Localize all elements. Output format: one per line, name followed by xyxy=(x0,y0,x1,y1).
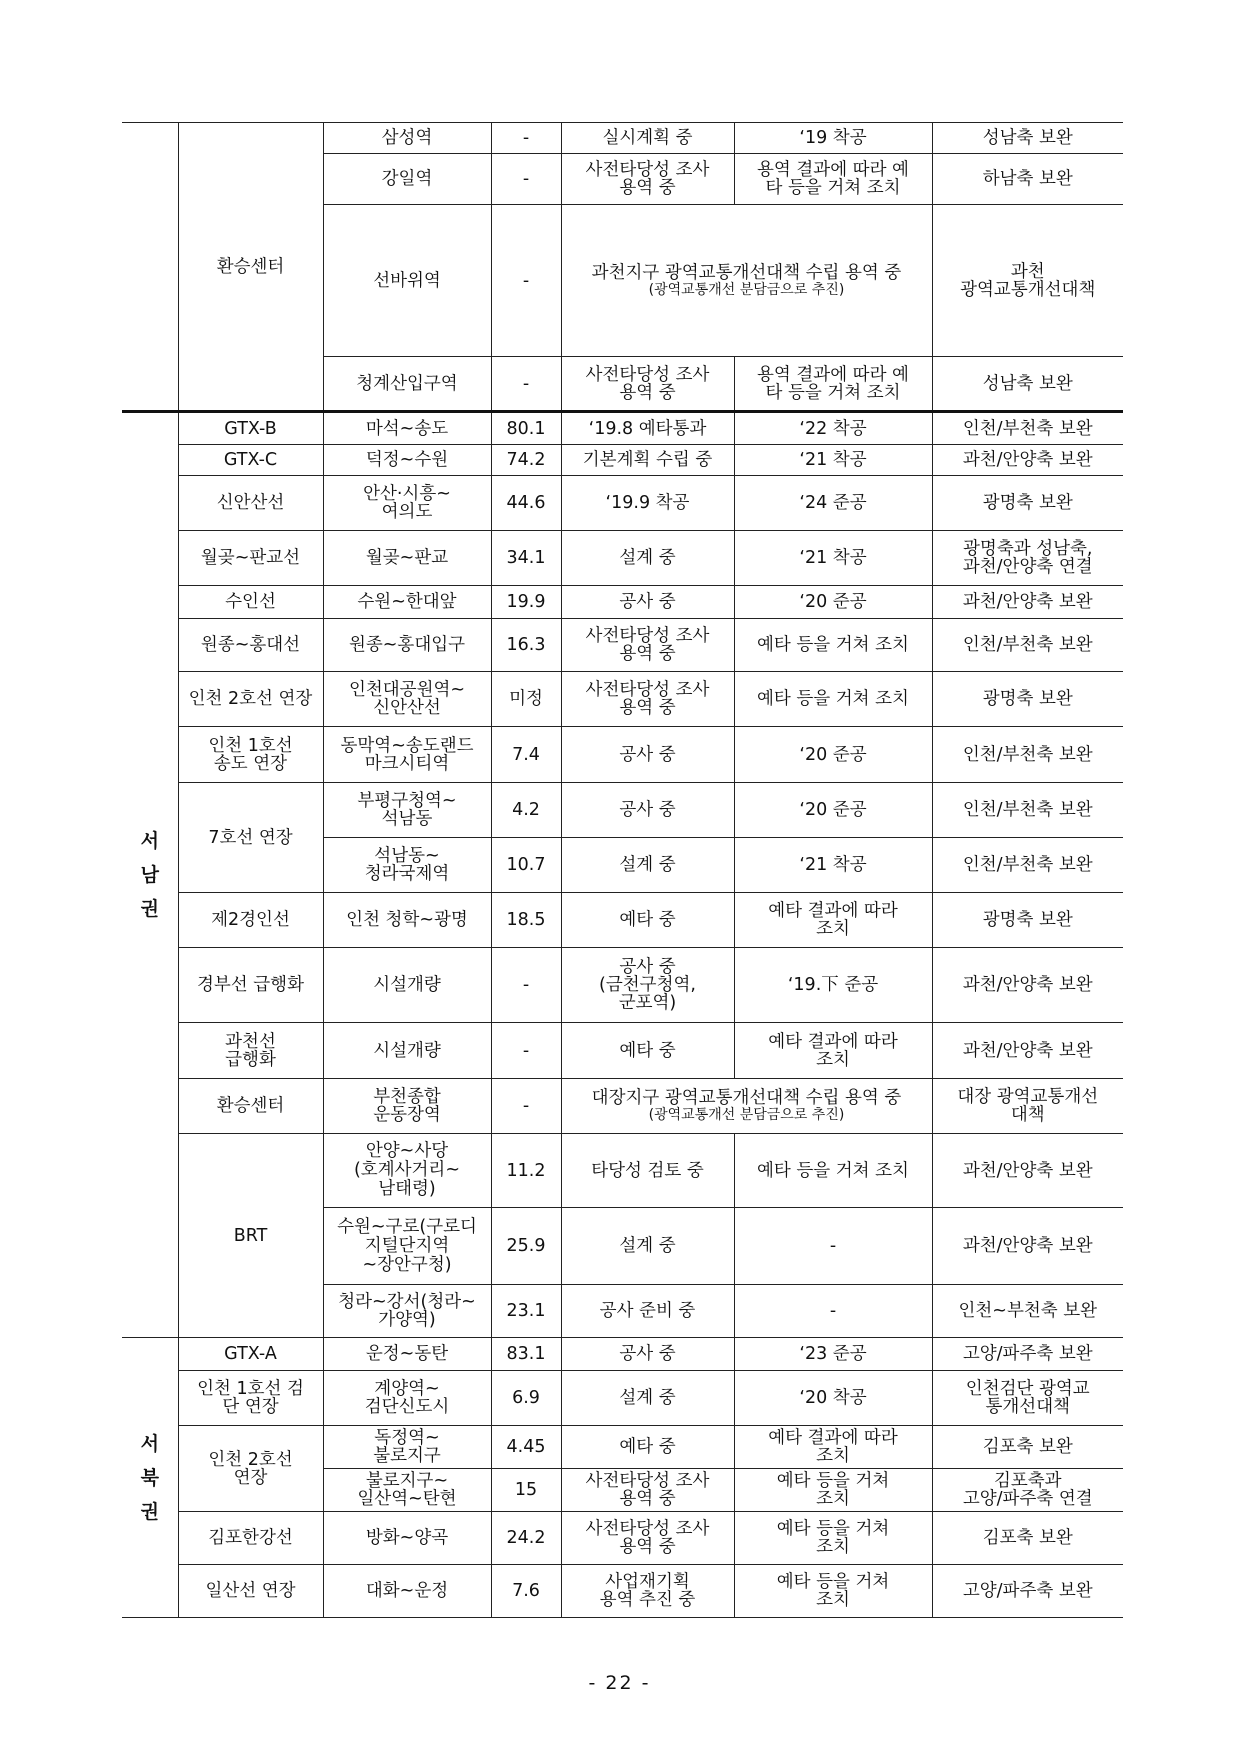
section-cell: 시설개량 xyxy=(323,1023,491,1079)
section-cell: 청라~강서(청라~ 가양역) xyxy=(323,1285,491,1338)
table-row xyxy=(122,1023,1123,1079)
length-cell: 7.4 xyxy=(491,727,561,783)
table-row xyxy=(122,1426,1123,1469)
region-label-southwest: 서 남 권 xyxy=(122,412,178,1338)
length-cell: - xyxy=(491,1079,561,1134)
project-table xyxy=(122,122,1123,1618)
status-cell: 사전타당성 조사 용역 중 xyxy=(561,1512,734,1565)
line-cell: 환승센터 xyxy=(178,123,323,412)
section-cell: 시설개량 xyxy=(323,948,491,1023)
plan-cell: ‘24 준공 xyxy=(734,476,932,531)
length-cell: 44.6 xyxy=(491,476,561,531)
table-row xyxy=(122,531,1123,586)
plan-cell: ‘19.下 준공 xyxy=(734,948,932,1023)
note-cell: 광명축 보완 xyxy=(932,893,1123,948)
length-cell: 34.1 xyxy=(491,531,561,586)
note-cell: 과천/안양축 보완 xyxy=(932,586,1123,619)
line-cell: 수인선 xyxy=(178,586,323,619)
table-row xyxy=(122,476,1123,531)
table-row xyxy=(122,1338,1123,1371)
line-cell: 원종~홍대선 xyxy=(178,619,323,672)
length-cell: 16.3 xyxy=(491,619,561,672)
table-row xyxy=(122,586,1123,619)
line-cell: GTX-C xyxy=(178,445,323,476)
plan-cell: ‘21 착공 xyxy=(734,838,932,893)
plan-cell: 예타 등을 거쳐 조치 xyxy=(734,1134,932,1208)
note-cell: 과천/안양축 보완 xyxy=(932,445,1123,476)
status-cell: ‘19.8 예타통과 xyxy=(561,412,734,445)
status-cell: 예타 중 xyxy=(561,1426,734,1469)
section-cell: 안산·시흥~ 여의도 xyxy=(323,476,491,531)
length-cell: - xyxy=(491,1023,561,1079)
length-cell: - xyxy=(491,205,561,357)
table-row xyxy=(122,1512,1123,1565)
status-cell: 사전타당성 조사 용역 중 xyxy=(561,154,734,205)
section-cell: 안양~사당 (호계사거리~ 남태령) xyxy=(323,1134,491,1208)
section-cell: 독정역~ 불로지구 xyxy=(323,1426,491,1469)
length-cell: 4.45 xyxy=(491,1426,561,1469)
plan-cell: ‘20 준공 xyxy=(734,783,932,838)
plan-cell: ‘20 착공 xyxy=(734,1371,932,1426)
table-row xyxy=(122,727,1123,783)
length-cell: - xyxy=(491,357,561,412)
region-label-northwest: 서 북 권 xyxy=(122,1338,178,1618)
status-cell: 실시계획 중 xyxy=(561,123,734,154)
status-cell: 공사 중 xyxy=(561,727,734,783)
section-cell: 인천 청학~광명 xyxy=(323,893,491,948)
plan-cell: 예타 등을 거쳐 조치 xyxy=(734,619,932,672)
note-cell: 광명축과 성남축, 과천/안양축 연결 xyxy=(932,531,1123,586)
status-cell: 사전타당성 조사 용역 중 xyxy=(561,1469,734,1512)
status-cell: 설계 중 xyxy=(561,531,734,586)
section-cell: 마석~송도 xyxy=(323,412,491,445)
section-cell: 선바위역 xyxy=(323,205,491,357)
length-cell: 18.5 xyxy=(491,893,561,948)
note-cell: 하남축 보완 xyxy=(932,154,1123,205)
length-cell: 74.2 xyxy=(491,445,561,476)
plan-cell: ‘20 준공 xyxy=(734,586,932,619)
note-cell: 광명축 보완 xyxy=(932,672,1123,727)
line-cell: 환승센터 xyxy=(178,1079,323,1134)
table-row xyxy=(122,948,1123,1023)
section-cell: 수원~한대앞 xyxy=(323,586,491,619)
length-cell: 7.6 xyxy=(491,1565,561,1618)
line-cell: 제2경인선 xyxy=(178,893,323,948)
note-cell: 과천/안양축 보완 xyxy=(932,1208,1123,1285)
status-cell: 설계 중 xyxy=(561,838,734,893)
table-row xyxy=(122,445,1123,476)
line-cell: GTX-A xyxy=(178,1338,323,1371)
plan-cell: ‘22 착공 xyxy=(734,412,932,445)
note-cell: 인천/부천축 보완 xyxy=(932,412,1123,445)
length-cell: 4.2 xyxy=(491,783,561,838)
length-cell: - xyxy=(491,154,561,205)
status-cell: 설계 중 xyxy=(561,1208,734,1285)
table-row xyxy=(122,1371,1123,1426)
status-merged-cell xyxy=(561,1079,932,1134)
status-merged-cell xyxy=(561,205,932,357)
status-merged-subtext: (광역교통개선 분담금으로 추진) xyxy=(648,281,845,298)
section-cell: 월곶~판교 xyxy=(323,531,491,586)
plan-cell: 예타 결과에 따라 조치 xyxy=(734,1426,932,1469)
section-cell: 방화~양곡 xyxy=(323,1512,491,1565)
line-cell: 인천 1호선 검 단 연장 xyxy=(178,1371,323,1426)
status-cell: 예타 중 xyxy=(561,1023,734,1079)
note-cell: 과천/안양축 보완 xyxy=(932,1134,1123,1208)
length-cell: 10.7 xyxy=(491,838,561,893)
section-cell: 대화~운정 xyxy=(323,1565,491,1618)
section-cell: 동막역~송도랜드 마크시티역 xyxy=(323,727,491,783)
note-cell: 김포축 보완 xyxy=(932,1426,1123,1469)
table-row xyxy=(122,1079,1123,1134)
length-cell: 6.9 xyxy=(491,1371,561,1426)
note-cell: 인천/부천축 보완 xyxy=(932,783,1123,838)
status-cell: 설계 중 xyxy=(561,1371,734,1426)
section-cell: 석남동~ 청라국제역 xyxy=(323,838,491,893)
plan-cell: 예타 결과에 따라 조치 xyxy=(734,893,932,948)
plan-cell: 예타 결과에 따라 조치 xyxy=(734,1023,932,1079)
note-cell: 인천~부천축 보완 xyxy=(932,1285,1123,1338)
line-cell: 경부선 급행화 xyxy=(178,948,323,1023)
section-cell: 불로지구~ 일산역~탄현 xyxy=(323,1469,491,1512)
note-cell: 인천검단 광역교 통개선대책 xyxy=(932,1371,1123,1426)
plan-cell: 예타 등을 거쳐 조치 xyxy=(734,672,932,727)
status-cell: 공사 중 xyxy=(561,1338,734,1371)
status-cell: 공사 준비 중 xyxy=(561,1285,734,1338)
length-cell: 미정 xyxy=(491,672,561,727)
status-cell: 기본계획 수립 중 xyxy=(561,445,734,476)
length-cell: 23.1 xyxy=(491,1285,561,1338)
note-cell: 과천/안양축 보완 xyxy=(932,1023,1123,1079)
note-cell: 인천/부천축 보완 xyxy=(932,727,1123,783)
status-cell: 사전타당성 조사 용역 중 xyxy=(561,619,734,672)
status-cell: 사전타당성 조사 용역 중 xyxy=(561,357,734,412)
line-cell: 인천 2호선 연장 xyxy=(178,672,323,727)
table-row xyxy=(122,783,1123,838)
note-cell: 인천/부천축 보완 xyxy=(932,619,1123,672)
line-cell: 7호선 연장 xyxy=(178,783,323,893)
status-merged-subtext: (광역교통개선 분담금으로 추진) xyxy=(648,1107,845,1123)
length-cell: - xyxy=(491,123,561,154)
table-row xyxy=(122,1134,1123,1208)
line-cell: 인천 1호선 송도 연장 xyxy=(178,727,323,783)
note-cell: 성남축 보완 xyxy=(932,357,1123,412)
note-cell: 대장 광역교통개선 대책 xyxy=(932,1079,1123,1134)
plan-cell: 용역 결과에 따라 예 타 등을 거쳐 조치 xyxy=(734,154,932,205)
line-cell: GTX-B xyxy=(178,412,323,445)
plan-cell: ‘20 준공 xyxy=(734,727,932,783)
status-merged-text: 대장지구 광역교통개선대책 수립 용역 중 xyxy=(591,1088,902,1108)
length-cell: - xyxy=(491,948,561,1023)
length-cell: 83.1 xyxy=(491,1338,561,1371)
section-cell: 삼성역 xyxy=(323,123,491,154)
plan-cell: - xyxy=(734,1285,932,1338)
note-cell: 성남축 보완 xyxy=(932,123,1123,154)
table-row xyxy=(122,123,1123,154)
page-number: - 22 - xyxy=(588,1672,651,1694)
length-cell: 80.1 xyxy=(491,412,561,445)
section-cell: 부천종합 운동장역 xyxy=(323,1079,491,1134)
note-cell: 광명축 보완 xyxy=(932,476,1123,531)
status-cell: 공사 중 xyxy=(561,586,734,619)
plan-cell: ‘23 준공 xyxy=(734,1338,932,1371)
line-cell: 과천선 급행화 xyxy=(178,1023,323,1079)
section-cell: 원종~홍대입구 xyxy=(323,619,491,672)
line-cell: BRT xyxy=(178,1134,323,1338)
line-cell: 신안산선 xyxy=(178,476,323,531)
section-cell: 청계산입구역 xyxy=(323,357,491,412)
section-cell: 수원~구로(구로디 지털단지역 ~장안구청) xyxy=(323,1208,491,1285)
note-cell: 김포축 보완 xyxy=(932,1512,1123,1565)
note-cell: 김포축과 고양/파주축 연결 xyxy=(932,1469,1123,1512)
length-cell: 15 xyxy=(491,1469,561,1512)
plan-cell: ‘21 착공 xyxy=(734,445,932,476)
region-cell-blank xyxy=(122,123,178,412)
plan-cell: 예타 등을 거쳐 조치 xyxy=(734,1469,932,1512)
note-cell: 고양/파주축 보완 xyxy=(932,1338,1123,1371)
status-cell: ‘19.9 착공 xyxy=(561,476,734,531)
section-cell: 운정~동탄 xyxy=(323,1338,491,1371)
line-cell: 김포한강선 xyxy=(178,1512,323,1565)
table-row xyxy=(122,412,1123,445)
section-cell: 부평구청역~ 석남동 xyxy=(323,783,491,838)
length-cell: 19.9 xyxy=(491,586,561,619)
line-cell: 인천 2호선 연장 xyxy=(178,1426,323,1512)
length-cell: 11.2 xyxy=(491,1134,561,1208)
note-cell: 과천 광역교통개선대책 xyxy=(932,205,1123,357)
note-cell: 인천/부천축 보완 xyxy=(932,838,1123,893)
line-cell: 일산선 연장 xyxy=(178,1565,323,1618)
note-cell: 과천/안양축 보완 xyxy=(932,948,1123,1023)
section-cell: 덕정~수원 xyxy=(323,445,491,476)
status-cell: 공사 중 (금천구청역, 군포역) xyxy=(561,948,734,1023)
table-row xyxy=(122,893,1123,948)
status-merged-text: 과천지구 광역교통개선대책 수립 용역 중 xyxy=(591,262,902,283)
plan-cell: ‘19 착공 xyxy=(734,123,932,154)
length-cell: 24.2 xyxy=(491,1512,561,1565)
status-cell: 사업재기획 용역 추진 중 xyxy=(561,1565,734,1618)
table-row xyxy=(122,1565,1123,1618)
status-cell: 사전타당성 조사 용역 중 xyxy=(561,672,734,727)
line-cell: 월곶~판교선 xyxy=(178,531,323,586)
table-row xyxy=(122,619,1123,672)
plan-cell: 용역 결과에 따라 예 타 등을 거쳐 조치 xyxy=(734,357,932,412)
status-cell: 공사 중 xyxy=(561,783,734,838)
section-cell: 인천대공원역~ 신안산선 xyxy=(323,672,491,727)
plan-cell: - xyxy=(734,1208,932,1285)
status-cell: 타당성 검토 중 xyxy=(561,1134,734,1208)
table-row xyxy=(122,672,1123,727)
plan-cell: 예타 등을 거쳐 조치 xyxy=(734,1565,932,1618)
length-cell: 25.9 xyxy=(491,1208,561,1285)
section-cell: 강일역 xyxy=(323,154,491,205)
section-cell: 계양역~ 검단신도시 xyxy=(323,1371,491,1426)
status-cell: 예타 중 xyxy=(561,893,734,948)
note-cell: 고양/파주축 보완 xyxy=(932,1565,1123,1618)
plan-cell: ‘21 착공 xyxy=(734,531,932,586)
plan-cell: 예타 등을 거쳐 조치 xyxy=(734,1512,932,1565)
